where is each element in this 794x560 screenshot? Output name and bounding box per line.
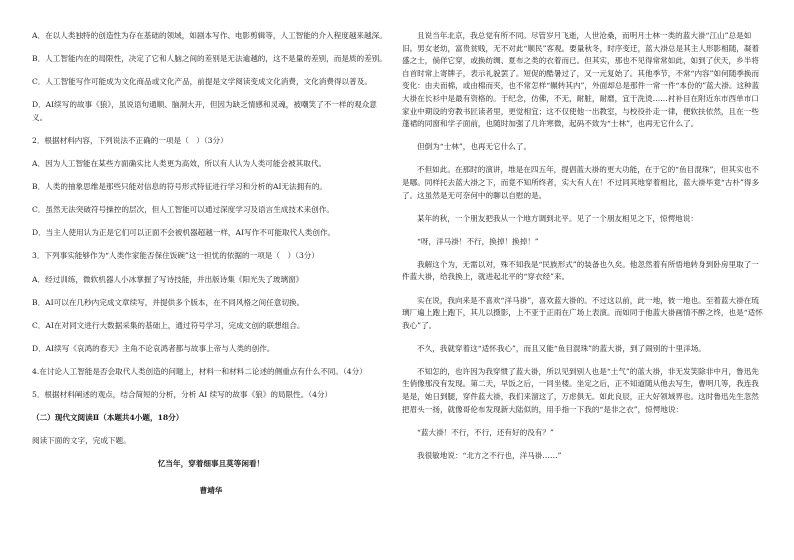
q3-option-a: A．经过训练，微软机器人小冰掌握了写诗技能，并出版诗集《阳光失了玻璃窗》 [32,274,304,284]
article-paragraph-9: 我很敏地说：“北方之不行也，洋马褂……” [417,450,562,460]
left-column [32,30,390,508]
right-column [402,30,764,473]
article-paragraph-4: 某年的秋，一个朋友把我从一个地方调到北平。见了一个朋友相见之下，惊愕地说： [417,213,698,223]
question-4: 4.在讨论人工智能是否会取代人类创造的问题上，材料一和材料二论述的侧重点有什么不同。（4分） [32,366,367,376]
article-dialogue-2: “蓝大褂！不行，不行，还有好的没有？” [417,427,554,437]
article-paragraph-7: 不久，我就穿着这“适怀我心”，而且又能“鱼目混珠”的蓝大褂，到了闹别的十里洋场。 [417,343,706,353]
q2-option-d: D．当主人使用认为正是它们可以正面不会被机器超越一样，AI写作不可能取代人类创作。 [32,228,336,238]
option-b-paragraph: B．人工智能内在的局限性，决定了它和人脑之间的差别是无法逾越的，这不是量的差别，而是质的差别。 [32,54,387,64]
option-a-paragraph: A．在以人类独特的创造性为存在基础的领域，如剧本写作、电影剪辑等，人工智能的介入程度越来越深。 [32,31,387,40]
q2-option-c: C．虽然无法突破符号操控的层次，但人工智能可以通过深度学习及语言生成技术来创作。 [32,205,334,215]
q3-option-b: B．AI可以在几秒内完成文章续写，并提供多个版本，在不同风格之间任意切换。 [32,297,305,307]
question-2: 2．根据材料内容，下列说法不正确的一项是（ ）（3分） [32,135,228,145]
q3-option-c: C．AI在对同文进行大数据采集的基础上，通过符号学习，完成文创的联想组合。 [32,320,305,330]
option-c-paragraph: C．人工智能写作可能成为文化商品或文化产品，前提是文学阅读变成文化消费，文化消费得以普及。 [32,77,372,87]
article-dialogue-1: “呀，洋马褂！不行，换掉！换掉！” [417,236,539,246]
article-title: 忆当年，穿着细事且莫等闲看！ [157,459,265,469]
article-paragraph-2: 但倒为“士林”，也再无它什么了。 [417,142,532,152]
section-heading: （二）现代文阅读Ⅱ（本题共4小题，18分） [32,413,184,423]
article-paragraph-3: 不但如此。在那时的演讲，堆是在四五年，提倡蓝大褂的更大功能，在于它的“鱼目混珠”，但其实也不是哪。同样托去蓝大褂之下，而竟不知所终者，实大有人在！不过同其地穿着相比，蓝大褂毕竟“古朴”得多了。这虽然是无可奈何中的聊以自慰的是。 [402,165,760,200]
q3-option-d: D．AI续写《哀鸿的春天》主角不论哀鸿者都与故事上帝与人类的创作。 [32,343,275,353]
article-paragraph-8: 不知怎的，也许因为我穿惯了蓝大褂，所以见到别人也是“土气”的蓝大褂，非无发笑除非中月，鲁迅先生俏像那没有发现。第二天，早饭之后，一同坐楼。坐定之后，正不知道随从他去写生，曹明几等，我连我是是，她日到腿，穿件蓝大褂，我们来溜这了，万虑俱无。如此良辰，正大好领域界也。这时鲁迅先生忽然把眉头一扬，就像哥伦布发现新大陆似的，用手指一下我的“是非之衣”，惊愕地说： [402,366,759,414]
article-paragraph-1: 且说当年北京，我总觉有所不同。尽管岁月飞逝，人世沧桑，而明月士林一类的蓝大褂“江山”总是如旧。男女老幼，富贵贫贱，无不对此“顺民”客观。要量秋冬，时序变迁，蓝大褂总是其主人形影相随，凝着盛之士，倘佯它穿，或换纺绸、夏布之类的衣着而已。但其实，那也不见得常常如此，如到了伏天，乡半将自首时常上寄牌子，表示礼貌罢了。短促的酷暑过了，又一元复始了。其他季节，不常“内容”如何随季换而变化：由夫而棉，或由棉而夹，也不常怎样“辗转其内”，外面却总是那件一常一件“本份的”蓝大褂。这种蓝大褂在长衫中是最有资格的。于纪念，仿佛，不无，耐脏，耐磨，宜于洗烫……衬补目在附近东市西单市口家业中期设的穷教书匠读者里，更觉相宜；这不仅使他一出教室，与校役扑走一律，便软扶依然，且在一些蓬裙的同窗和学子面前，也随时加强了几许寒微，起码不致为“士林”，也再无它什么了。 [402,31,760,129]
question-5: 5．根据材料阐述的观点，结合简短的分析，分析 AI 续写的故事《狼》的局限性。（4分） [32,390,333,399]
q2-option-a: A．因为人工智能在某些方面确实比人类更为高效，所以有人认为人类可能会被其取代。 [32,159,327,169]
article-author: 曹靖华 [199,485,223,495]
option-d-paragraph: D．AI续写的故事《狼》，虽说语句通顺、脑洞大开，但因为缺乏情感和灵魂，被嘲笑了不一样的观众意义。 [32,100,377,122]
q2-option-b: B．人类的抽象思维是那些只能对信息的符号形式特征进行学习和分析的AI无法拥有的。 [32,182,328,192]
question-3: 3．下列事实能够作为“人类作家能否保住饭碗”这一担忧的依据的一项是（ ）（3分） [32,251,319,261]
reading-instruction: 阅读下面的文字，完成下题。 [32,436,131,446]
article-paragraph-6: 实在说，我向来是不喜欢“洋马褂”，喜欢蓝大褂的。不过这以前，此一地，彼一地也。至着蓝大褂在琉璃厂遍上跑上跑下，其儿以摄影，上不亚于正雨在广场上表演。而如同于他蓝大褂画情不醉之终，也是“适怀我心”了。 [402,295,763,330]
article-paragraph-5: 我解这个为，无需以对，殊不知我是“民族形式”的装备也久矣。他忽然着有所悟地转身到卧房里取了一件蓝大褂，给我换上，就进起北平的“穿衣经”来。 [402,259,759,282]
